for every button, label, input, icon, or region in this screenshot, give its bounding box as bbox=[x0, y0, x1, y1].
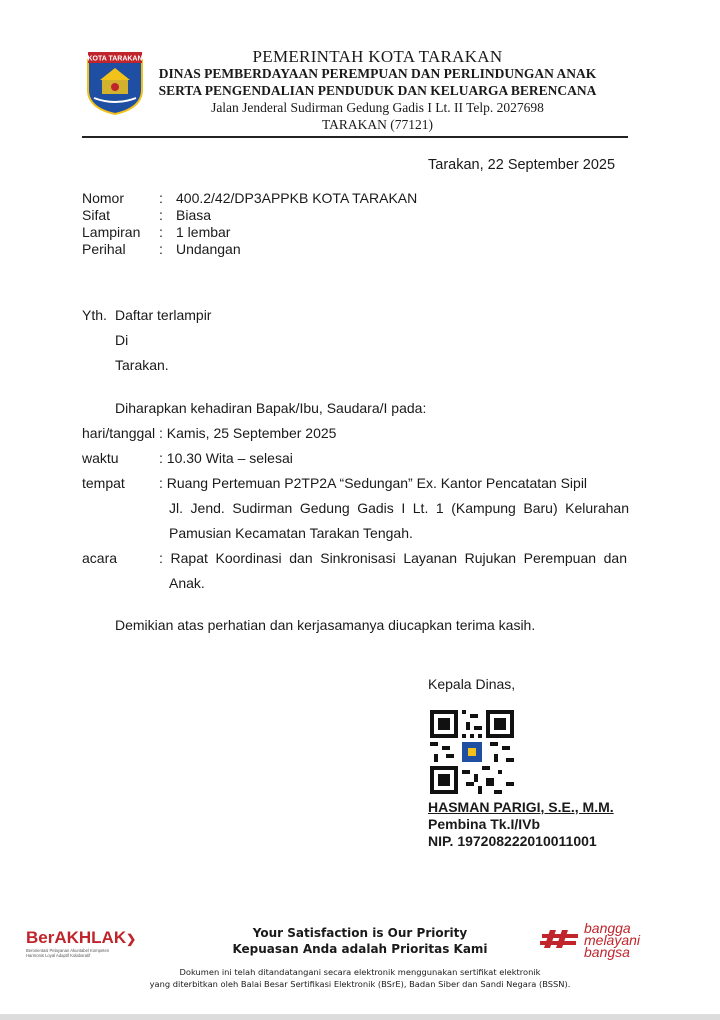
berakhlak-logo: BerAKHLAK❯ bbox=[26, 928, 137, 947]
berakhlak-tagline-1: Berorientasi Pelayanan Akuntabel Kompeten bbox=[26, 948, 110, 953]
nomor-label: Nomor bbox=[82, 190, 125, 206]
acara-value-2: Anak. bbox=[169, 575, 205, 591]
esign-note-1: Dokumen ini telah ditandatangani secara elektronik menggunakan sertifikat elektronik bbox=[179, 967, 541, 977]
bangga-melayani-bangsa-mark-icon bbox=[540, 926, 580, 952]
lampiran-colon: : bbox=[159, 224, 163, 240]
signer-nip: NIP. 197208222010011001 bbox=[428, 833, 597, 849]
perihal-colon: : bbox=[159, 241, 163, 257]
office-address: Jalan Jenderal Sudirman Gedung Gadis I Lt. II Telp. 2027698 bbox=[211, 100, 544, 115]
perihal-label: Perihal bbox=[82, 241, 126, 257]
hari-value: : Kamis, 25 September 2025 bbox=[159, 425, 337, 441]
logo-text: KOTA TARAKAN bbox=[87, 55, 143, 63]
qr-code bbox=[430, 710, 514, 794]
berakhlak-text: BerAKHLAK bbox=[26, 928, 127, 947]
nomor-colon: : bbox=[159, 190, 163, 206]
acara-value-1: : Rapat Koordinasi dan Sinkronisasi Layanan Rujukan Perempuan dan bbox=[159, 550, 627, 566]
recipient-city: Tarakan. bbox=[115, 357, 169, 373]
recipient-di: Di bbox=[115, 332, 129, 348]
page-bottom-edge bbox=[0, 1014, 720, 1020]
date-value: 22 September 2025 bbox=[487, 157, 616, 173]
closing-text: Demikian atas perhatian dan kerjasamanya diucapkan terima kasih. bbox=[115, 617, 536, 633]
tempat-value-1: : Ruang Pertemuan P2TP2A “Sedungan” Ex. Kantor Pencatatan Sipil bbox=[159, 475, 588, 491]
nomor-value: 400.2/42/DP3APPKB KOTA TARAKAN bbox=[176, 190, 418, 206]
office-name-line1: DINAS PEMBERDAYAAN PEREMPUAN DAN PERLINDUNGAN ANAK bbox=[158, 66, 597, 81]
esign-note-2: yang diterbitkan oleh Balai Besar Sertifikasi Elektronik (BSrE), Badan Siber dan Sandi Negara (BSSN). bbox=[149, 979, 571, 989]
signature-title: Kepala Dinas, bbox=[428, 676, 516, 692]
acara-label: acara bbox=[82, 550, 118, 566]
tempat-label: tempat bbox=[82, 475, 125, 491]
signer-name: HASMAN PARIGI, S.E., M.M. bbox=[428, 799, 614, 815]
motto-indonesian: Kepuasan Anda adalah Prioritas Kami bbox=[232, 942, 488, 956]
date-place: Tarakan, bbox=[428, 157, 484, 173]
letterhead-divider bbox=[82, 136, 628, 138]
tempat-value-3: Pamusian Kecamatan Tarakan Tengah. bbox=[169, 525, 413, 541]
yth-label: Yth. bbox=[82, 307, 107, 323]
berakhlak-tagline-2: Harmonis Loyal Adaptif Kolaboratif bbox=[26, 953, 91, 958]
sifat-colon: : bbox=[159, 207, 163, 223]
office-city: TARAKAN (77121) bbox=[321, 117, 434, 132]
signer-rank: Pembina Tk.I/IVb bbox=[428, 816, 541, 832]
sifat-label: Sifat bbox=[82, 207, 111, 223]
sifat-value: Biasa bbox=[176, 207, 212, 223]
waktu-label: waktu bbox=[82, 450, 119, 466]
gov-name: PEMERINTAH KOTA TARAKAN bbox=[252, 47, 503, 66]
lampiran-value: 1 lembar bbox=[176, 224, 231, 240]
body-intro: Diharapkan kehadiran Bapak/Ibu, Saudara/I pada: bbox=[115, 400, 427, 416]
bangga-melayani-bangsa-logo bbox=[584, 922, 640, 958]
motto-english: Your Satisfaction is Our Priority bbox=[252, 926, 468, 940]
tempat-value-2: Jl. Jend. Sudirman Gedung Gadis I Lt. 1 (Kampung Baru) Kelurahan bbox=[169, 500, 629, 516]
hari-label: hari/tanggal bbox=[82, 425, 156, 441]
office-name-line2: SERTA PENGENDALIAN PENDUDUK DAN KELUARGA BERENCANA bbox=[158, 83, 597, 98]
bmb-line-2: melayani bbox=[584, 932, 641, 948]
waktu-value: : 10.30 Wita – selesai bbox=[159, 450, 293, 466]
bmb-line-1: bangga bbox=[584, 920, 631, 936]
lampiran-label: Lampiran bbox=[82, 224, 141, 240]
perihal-value: Undangan bbox=[176, 241, 241, 257]
bmb-line-3: bangsa bbox=[584, 944, 630, 960]
letter-date bbox=[428, 157, 615, 173]
recipient-name: Daftar terlampir bbox=[115, 307, 212, 323]
